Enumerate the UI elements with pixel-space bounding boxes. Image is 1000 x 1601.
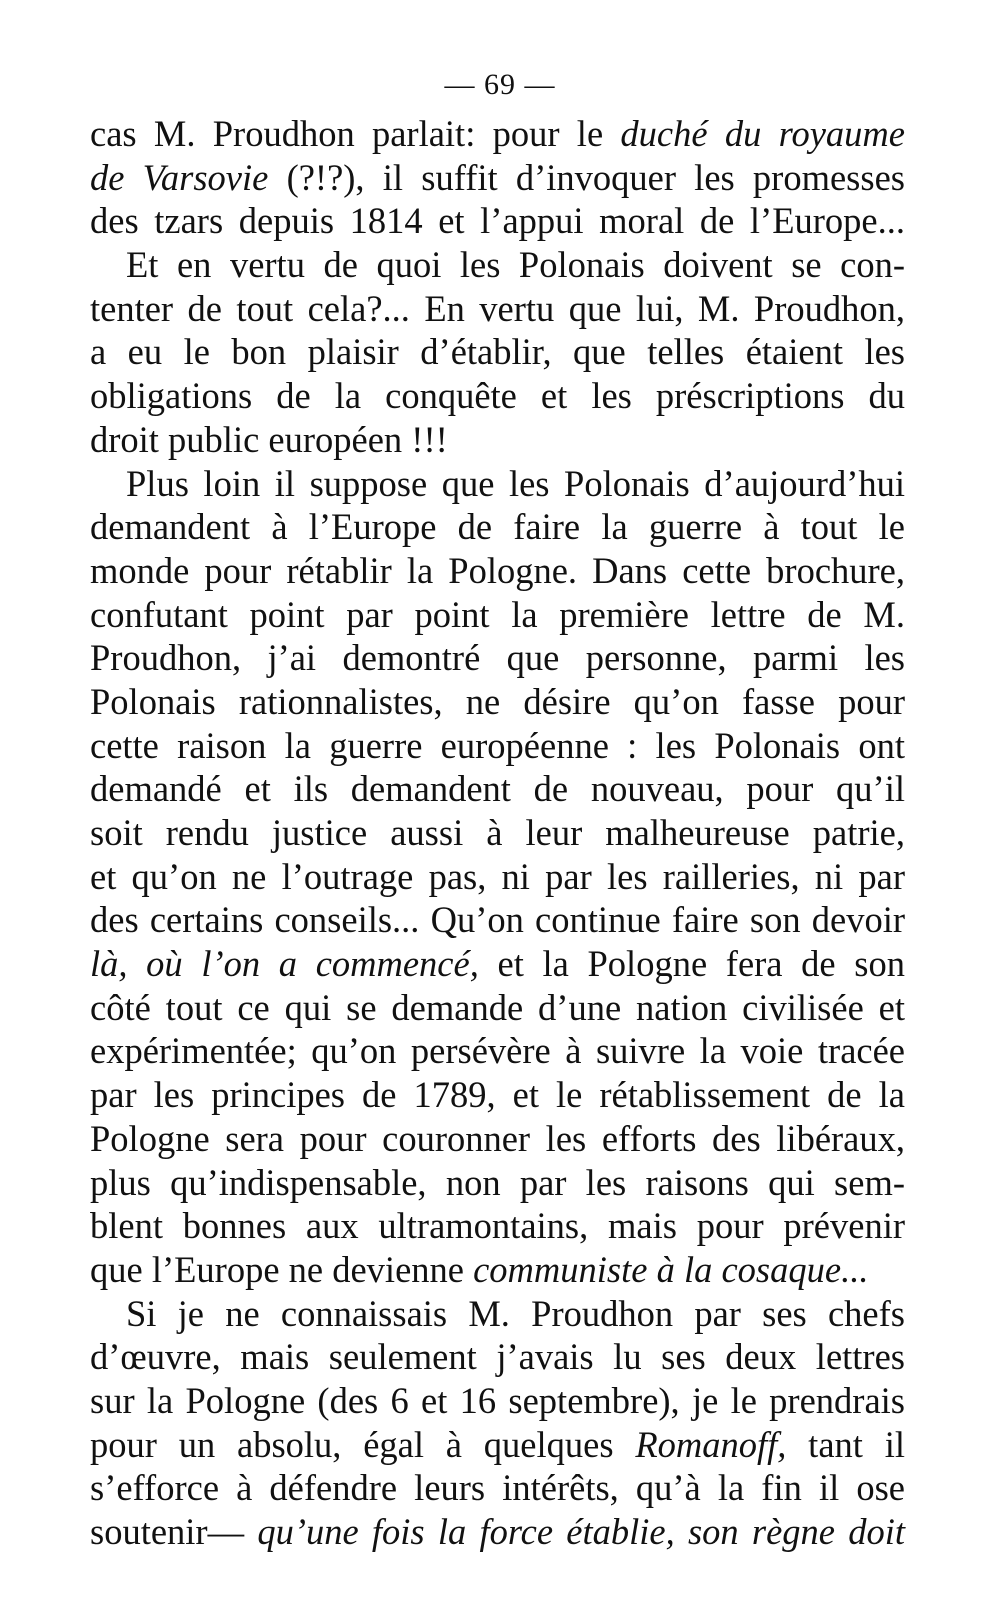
- text-segment: Plus loin il suppose que les Polonais d’aujourd’hui: [126, 462, 905, 504]
- italic-text-segment: duché du royaume: [620, 113, 905, 154]
- text-line: [90, 1073, 905, 1117]
- text-segment: côté tout ce qui se demande d’une nation civilisée et: [90, 986, 905, 1028]
- italic-text-segment: Romanoff,: [635, 1423, 787, 1465]
- text-segment: Pologne sera pour couronner les efforts des libéraux,: [90, 1117, 905, 1159]
- text-line: [90, 1292, 905, 1336]
- text-line: [90, 156, 905, 200]
- text-line: [90, 1029, 905, 1073]
- text-segment: demandé et ils demandent de nouveau, pour qu’il: [90, 768, 905, 810]
- text-segment: soit rendu justice aussi à leur malheureuse patrie,: [90, 812, 905, 853]
- text-segment: d’œuvre, mais seulement j’avais lu ses deux lettres: [90, 1336, 905, 1378]
- text-line: [90, 199, 905, 243]
- italic-text-segment: là, où l’on a commencé,: [90, 943, 479, 985]
- text-line: [90, 898, 905, 942]
- text-segment: obligations de la conquête et les préscriptions du: [90, 375, 905, 417]
- text-segment: Proudhon, j’ai demontré que personne, parmi les: [90, 637, 905, 679]
- text-line: [90, 549, 905, 593]
- text-line: [90, 986, 905, 1030]
- text-segment: Si je ne connaissais M. Proudhon par ses chefs: [126, 1292, 905, 1334]
- text-segment: sur la Pologne (des 6 et 16 septembre), je le prendrais: [90, 1379, 905, 1421]
- text-line: [90, 374, 905, 418]
- text-segment: expérimentée; qu’on persévère à suivre la voie tracée: [90, 1030, 905, 1072]
- text-segment: cette raison la guerre européenne : les Polonais ont: [90, 724, 905, 766]
- text-segment: plus qu’indispensable, non par les raisons qui sem-: [90, 1161, 905, 1203]
- text-segment: soutenir—: [90, 1511, 258, 1552]
- text-line: [90, 1117, 905, 1161]
- text-segment: Polonais rationnalistes, ne désire qu’on fasse pour: [90, 680, 905, 722]
- text-line: [90, 942, 905, 986]
- text-line: [90, 767, 905, 811]
- text-line: [90, 855, 905, 899]
- text-segment: s’efforce à défendre leurs intérêts, qu’à la fin il ose: [90, 1467, 905, 1509]
- text-line: [90, 243, 905, 287]
- text-segment: des tzars depuis 1814 et l’appui moral de l’Europe...: [90, 200, 905, 242]
- text-segment: par les principes de 1789, et le rétablissement de la: [90, 1074, 905, 1116]
- text-line: [90, 1379, 905, 1423]
- text-line: [90, 330, 905, 374]
- text-segment: cas M. Proudhon parlait: pour le: [90, 113, 621, 154]
- text-line: [90, 1423, 905, 1467]
- text-line: [90, 1204, 905, 1248]
- text-segment: tenter de tout cela?... En vertu que lui, M. Proudhon,: [90, 287, 905, 329]
- italic-text-segment: de Varsovie: [90, 156, 269, 198]
- text-line: [90, 1248, 905, 1292]
- text-line: [90, 462, 905, 506]
- text-line: [90, 418, 905, 462]
- text-segment: et la Pologne fera de son: [478, 943, 905, 985]
- text-segment: monde pour rétablir la Pologne. Dans cette brochure,: [90, 549, 905, 591]
- italic-text-segment: qu’une fois la force établie, son règne doit: [257, 1511, 905, 1552]
- text-line: [90, 811, 905, 855]
- text-segment: que l’Europe ne devienne: [90, 1248, 474, 1290]
- text-segment: droit public européen !!!: [90, 418, 448, 460]
- text-line: [90, 1510, 905, 1554]
- text-line: [90, 593, 905, 637]
- page-number: — 69 —: [444, 68, 556, 101]
- text-line: [90, 636, 905, 680]
- text-segment: Et en vertu de quoi les Polonais doivent se con-: [126, 244, 905, 286]
- text-segment: pour un absolu, égal à quelques: [90, 1423, 636, 1465]
- text-segment: et qu’on ne l’outrage pas, ni par les railleries, ni par: [90, 855, 905, 897]
- text-line: [90, 1466, 905, 1510]
- text-line: [90, 505, 905, 549]
- text-segment: (?!?), il suffit d’invoquer les promesses: [268, 156, 905, 198]
- text-segment: confutant point par point la première lettre de M.: [90, 593, 905, 635]
- text-line: [90, 724, 905, 768]
- text-line: [90, 680, 905, 724]
- text-line: [90, 1335, 905, 1379]
- text-line: [90, 1161, 905, 1205]
- text-line: [90, 112, 905, 156]
- text-segment: tant il: [786, 1423, 905, 1465]
- text-segment: des certains conseils... Qu’on continue faire son devoir: [90, 899, 905, 941]
- text-segment: blent bonnes aux ultramontains, mais pour prévenir: [90, 1205, 905, 1247]
- text-segment: a eu le bon plaisir d’établir, que telles étaient les: [90, 331, 905, 373]
- body-text: [90, 112, 905, 1554]
- italic-text-segment: communiste à la cosaque...: [473, 1248, 869, 1290]
- text-segment: demandent à l’Europe de faire la guerre à tout le: [90, 506, 905, 548]
- text-line: [90, 287, 905, 331]
